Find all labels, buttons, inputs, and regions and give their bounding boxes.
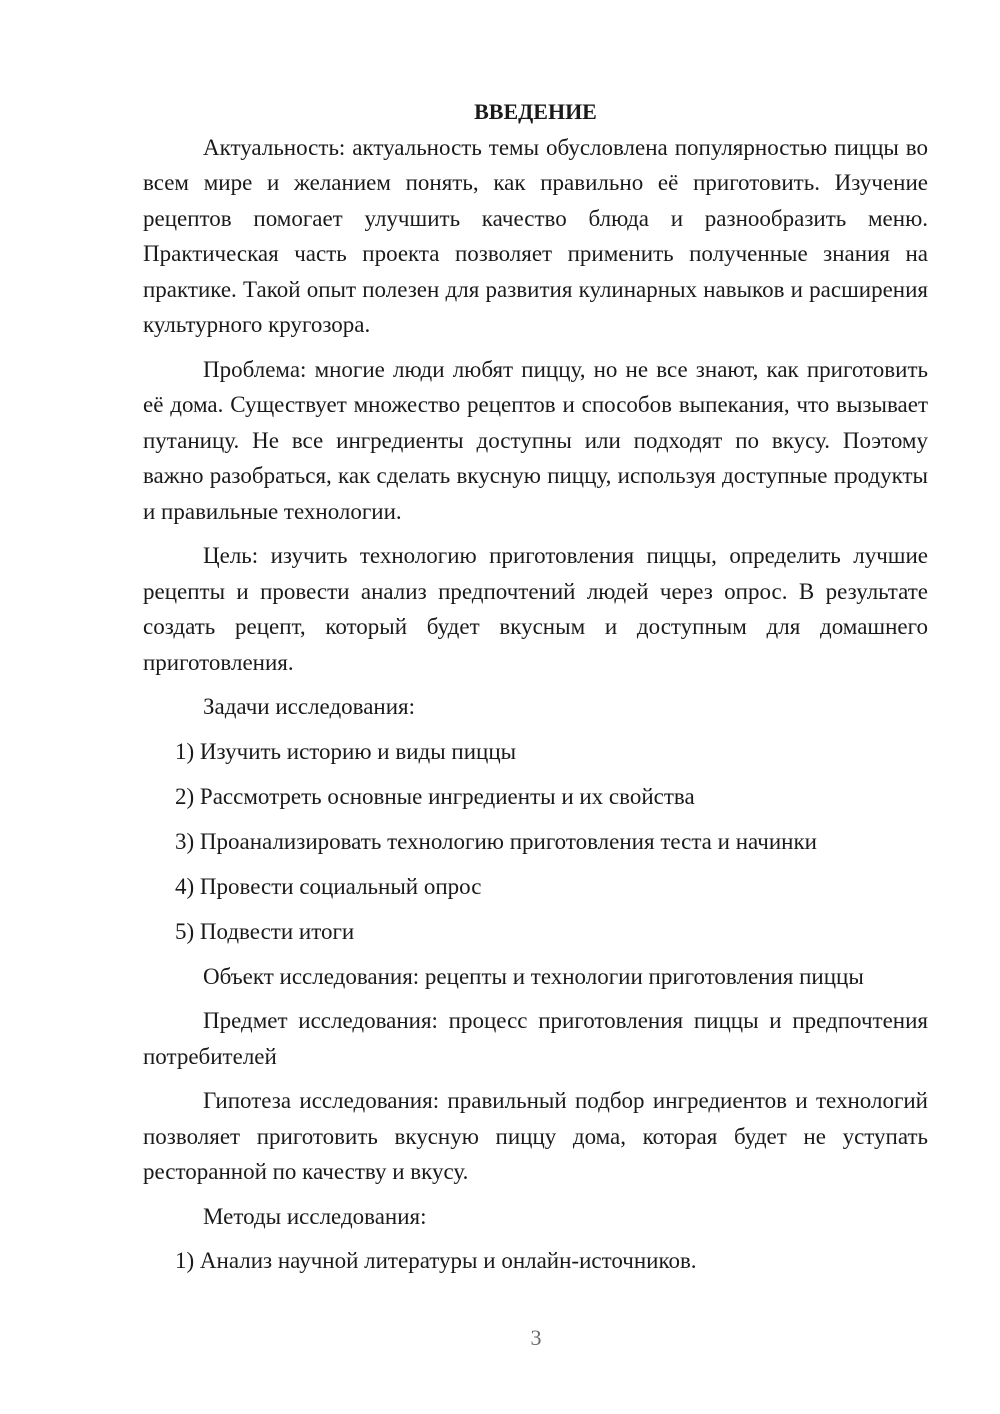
hypothesis-paragraph: Гипотеза исследования: правильный подбор ингредиентов и технологий позволяет приготовить вкусную пиццу дома, которая будет не уступать ресторанной по качеству и вкусу. — [143, 1088, 928, 1184]
list-item: 5) Подвести итоги — [175, 918, 355, 944]
tasks-heading: Задачи исследования: — [203, 694, 416, 719]
tasks-list — [143, 734, 928, 950]
relevance-paragraph: Актуальность: актуальность темы обусловлена популярностью пиццы во всем мире и желанием понять, как правильно её приготовить. Изучение рецептов помогает улучшить качество блюда и разнообразить меню. Практическая часть проекта позволяет применить полученные знания на практике. Такой опыт полезен для развития кулинарных навыков и расширения культурного кругозора. — [143, 134, 928, 337]
list-item: 1) Анализ научной литературы и онлайн-источников. — [175, 1248, 697, 1273]
goal-paragraph: Цель: изучить технологию приготовления пиццы, определить лучшие рецепты и провести анализ предпочтений людей через опрос. В результате создать рецепт, который будет вкусным и доступным для домашнего приготовления. — [143, 543, 928, 675]
list-item: 4) Провести социальный опрос — [175, 873, 482, 899]
list-item: 3) Проанализировать технологию приготовления теста и начинки — [175, 828, 817, 854]
page-title: ВВЕДЕНИЕ — [474, 99, 597, 124]
list-item: 1) Изучить историю и виды пиццы — [175, 738, 517, 764]
problem-paragraph: Проблема: многие люди любят пиццу, но не все знают, как приготовить её дома. Существует множество рецептов и способов выпекания, что вызывает путаницу. Не все ингредиенты доступны или подходят по вкусу. Поэтому важно разобраться, как сделать вкусную пиццу, используя доступные продукты и правильные технологии. — [143, 356, 928, 524]
subject-paragraph: Предмет исследования: процесс приготовления пиццы и предпочтения потребителей — [143, 1008, 928, 1069]
page-number: 3 — [530, 1325, 542, 1350]
methods-heading: Методы исследования: — [203, 1203, 427, 1229]
list-item: 2) Рассмотреть основные ингредиенты и их свойства — [175, 783, 695, 809]
object-paragraph: Объект исследования: рецепты и технологии приготовления пиццы — [203, 963, 864, 989]
page-content — [143, 94, 928, 1288]
methods-list — [143, 1243, 928, 1279]
